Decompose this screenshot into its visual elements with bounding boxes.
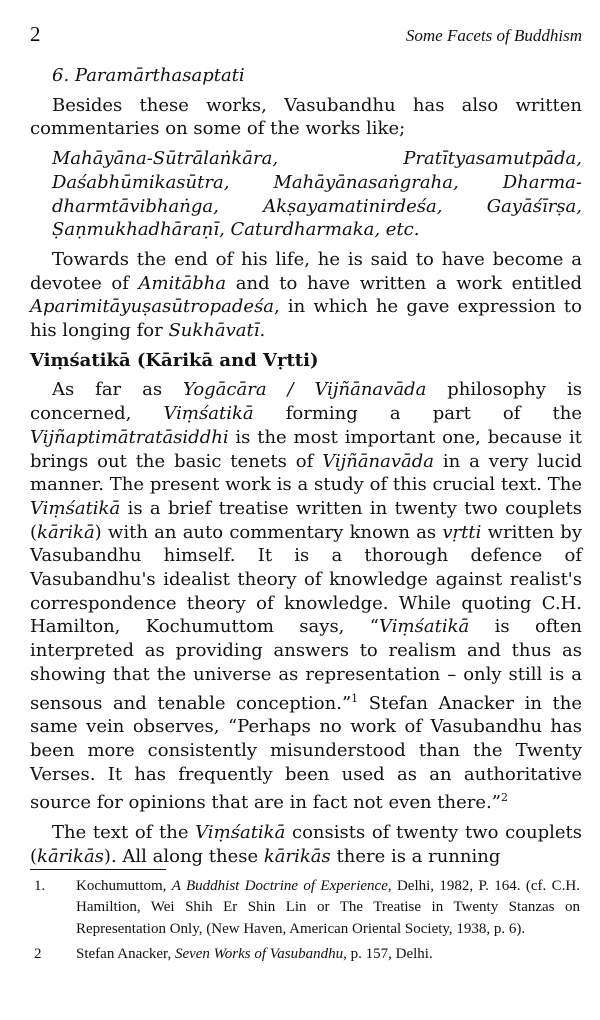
footnote-1: 1. Kochumuttom, A Buddhist Doctrine of Experience, Delhi, 1982, P. 164. (cf. C.H. Hamiltion, Wei Shih Er Shin Lin or The Treatise in Twenty Stanzas on Representation Only, (New Haven, American Oriental Society, 1938, p. 6). [34, 878, 580, 937]
footnotes [34, 876, 580, 970]
page-number: 2 [30, 22, 41, 46]
section-heading: Viṃśatikā (Kārikā and Vṛtti) [30, 349, 319, 371]
running-title: Some Facets of Buddhism [405, 26, 582, 45]
paragraph-commentaries-intro: Besides these works, Vasubandhu has also written commentaries on some of the works like; [30, 94, 582, 140]
footnote-ref-1: 1 [351, 691, 359, 705]
paragraph-amitabha: Towards the end of his life, he is said to have become a devotee of Amitābha and to have written a work entitled Aparimitāyuṣasūtropadeśa, in which he gave expression to his longing for Sukhāvatī. [30, 248, 582, 342]
list-item-paramarthasaptati: 6. Paramārthasaptati [52, 65, 245, 86]
paragraph-vimsatika: As far as Yogācāra / Vijñānavāda philosophy is concerned, Viṃśatikā forming a part of the Vijñaptimātratāsiddhi is the most important one, because it brings out the basic tenets of Vijñānavāda in a very lucid manner. The present work is a study of this crucial text. The Viṃśatikā is a brief treatise written in twenty two couplets (kārikā) with an auto commentary known as vṛtti written by Vasubandhu himself. It is a thorough defence of Vasubandhu's idealist theory of knowledge against realist's correspondence theory of knowledge. While quoting C.H. Hamilton, Kochumuttom says, “Viṃśatikā is often interpreted as providing answers to realism and thus as showing that the universe as representation – only still is a sensous and tenable conception.”$^1$ Stefan Anacker in the same vein observes, “Perhaps no work of Vasubandhu has been more consistently misunderstood than the Twenty Verses. It has frequently been used as an authoritative source for opinions that are in fact not even there.”$^2$ [30, 379, 583, 814]
commentaries-list: Mahāyāna-Sūtrālaṅkāra, Pratītyasamutpāda, Daśabhūmikasūtra, Mahāyānasaṅgraha, Dharma-dharmtāvibhaṅga, Akṣayamatinirdeśa, Gayāśīrṣa, Ṣaṇmukhadhāraṇī, Caturdharmaka, etc. [52, 148, 582, 241]
main-text [30, 64, 582, 869]
page-header [30, 22, 582, 50]
footnote-2: 2 Stefan Anacker, Seven Works of Vasubandhu, p. 157, Delhi. [34, 946, 433, 963]
paragraph-text-structure: The text of the Viṃśatikā consists of twenty two couplets (kārikās). All along these kārikās there is a running [30, 822, 582, 867]
footnote-ref-2: 2 [500, 791, 508, 805]
footnote-divider [30, 869, 166, 870]
